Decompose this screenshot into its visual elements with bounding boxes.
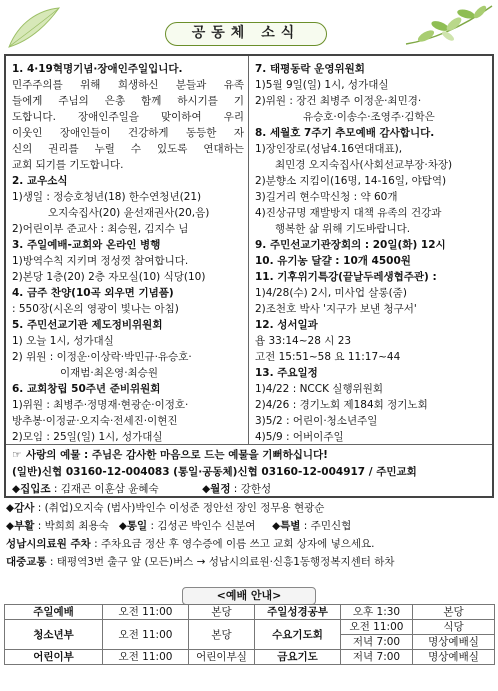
section-line: 1)4/22 : NCCK 실행위원회	[255, 383, 384, 395]
tail-section	[4, 499, 494, 571]
section-line: 2)위원 : 장건 최병주 이정운·최민경·	[255, 95, 422, 107]
section-line: 욥 33:14~28 시 23	[255, 335, 352, 347]
section-title: 2. 교우소식	[12, 175, 68, 187]
diamond-icon: ◆	[118, 520, 127, 532]
worship-table	[4, 604, 495, 665]
section-title: 6. 교회창립 50주년 준비위원회	[12, 383, 161, 395]
table-row: 주일예배 오전 11:00 본당 주일성경공부 오후 1:30 본당	[5, 605, 495, 620]
section-title: 8. 세월호 7주기 추모예배 감사합니다.	[255, 127, 435, 139]
section-title: 5. 주민선교기관 제도정비위원회	[12, 319, 163, 331]
section-line: 2)조천호 박사 '지구가 보낸 청구서'	[255, 303, 417, 315]
section-title: 9. 주민선교기관장회의 : 20일(화) 12시	[255, 239, 446, 251]
notice-box	[4, 54, 494, 498]
section-line: 1) 오늘 1시, 성가대실	[12, 335, 114, 347]
section-line: 들에게 주님의 은총 함께 하시기를 기	[12, 95, 244, 107]
section-line: 2)4/26 : 경기노회 제184회 정기노회	[255, 399, 428, 411]
section-line: 방추봉·이정균·오지숙·전세진·이현진	[12, 415, 178, 427]
section-line: 4)진상규명 재발방지 대책 유족의 건강과	[255, 207, 442, 219]
page-title: 공동체 소식	[165, 22, 327, 46]
duty-line-2: ◆감사 : (취업)오지숙 (범사)박인수 이성준 정안선 장인 정무용 현광순	[6, 502, 325, 514]
offering-area	[6, 444, 492, 496]
diamond-icon: ◆	[12, 483, 21, 495]
section-line: 1)5월 9일(일) 1시, 성가대실	[255, 79, 389, 91]
section-line: 2)본당 1층(20) 2층 자모실(10) 식당(10)	[12, 271, 206, 283]
branch-decoration-icon	[396, 0, 496, 54]
offering-headline: ☞ 사랑의 예물 : 주님은 감사한 마음으로 드는 예물을 기뻐하십니다!	[12, 447, 488, 464]
section-line: 2)모임 : 25일(일) 1시, 성가대실	[12, 431, 163, 443]
section-line: 2)어린이부 준교사 : 최승원, 김지수 님	[12, 223, 189, 235]
section-line: : 550장(시온의 영광이 빛나는 아침)	[12, 303, 179, 315]
section-line: 오지숙집사(20) 윤선재권사(20,음)	[48, 207, 210, 219]
section-title: 3. 주일예배-교회와 온라인 병행	[12, 239, 161, 251]
section-line: 민주주의를 위해 희생하신 분들과 유족	[12, 79, 244, 91]
section-line: 행복한 삶 위해 기도바랍니다.	[275, 223, 411, 235]
diamond-icon: ◆	[6, 502, 15, 514]
section-line: 최민경 오지숙집사(사회선교부장·차장)	[275, 159, 453, 171]
pointing-hand-icon: ☞	[12, 449, 22, 461]
section-line: 이웃인 장애인들이 건강하게 동등한 자	[12, 127, 244, 139]
section-title: 1. 4·19혁명기념·장애인주일입니다.	[12, 63, 183, 75]
section-title: 7. 태평동락 운영위원회	[255, 63, 365, 75]
section-line: 3)5/2 : 어린이·청소년주일	[255, 415, 378, 427]
diamond-icon: ◆	[6, 520, 15, 532]
duty-line-3: ◆부활 : 박희희 최용숙 ◆통일 : 김성곤 박인수 신분여 ◆특별 : 주민신협	[6, 520, 352, 532]
section-line: 2) 위원 : 이정운·이상락·박민규·유승호·	[12, 351, 192, 363]
transit-notice: 대중교통 : 태평역3번 출구 앞 (모든)버스 → 성남시의료원·신흥1동행정복지센터 하차	[6, 556, 395, 568]
table-row: 저녁 7:00 명상예배실	[5, 635, 495, 650]
section-line: 2)분향소 지킴이(16명, 14-16일, 야탑역)	[255, 175, 447, 187]
diamond-icon: ◆	[272, 520, 281, 532]
section-title: 10. 유기농 달걀 : 10개 4500원	[255, 255, 411, 267]
section-title: 13. 주요일정	[255, 367, 318, 379]
right-column	[249, 56, 492, 444]
section-line: 1)장인장로(성남4.16연대대표),	[255, 143, 403, 155]
section-line: 고전 15:51~58 요 11:17~44	[255, 351, 401, 363]
page-header	[0, 0, 498, 54]
diamond-icon: ◆	[202, 483, 211, 495]
parking-notice: 성남시의료원 주차 : 주차요금 정산 후 영수증에 이름 쓰고 교회 상자에 넣으세요.	[6, 538, 375, 550]
section-line: 신의 권리를 누릴 수 있도록 연대하는	[12, 143, 244, 155]
section-title: 11. 기후위기특강(끝날두레생협주관) :	[255, 271, 437, 283]
section-line: 도합니다. 장애인주일을 맞이하여 우리	[12, 111, 244, 123]
section-line: 1)방역수칙 지키며 정성껏 참여합니다.	[12, 255, 189, 267]
section-line: 교회 되기를 기도합니다.	[12, 159, 124, 171]
table-row: 청소년부 오전 11:00 본당 수요기도회 오전 11:00 식당	[5, 620, 495, 635]
left-column	[6, 56, 249, 444]
section-line: 1)4/28(수) 2시, 미사업 살롱(줌)	[255, 287, 407, 299]
section-line: 1)생일 : 정승호청년(18) 한수연청년(21)	[12, 191, 202, 203]
duty-line-1: ◆집입조 : 김재곤 이훈삼 윤혜숙 ◆월정 : 강한성	[12, 483, 272, 495]
worship-header	[0, 584, 498, 604]
leaf-decoration-icon	[4, 2, 64, 52]
section-line: 3)길거리 현수막신청 : 약 60개	[255, 191, 398, 203]
section-title: 12. 성서일과	[255, 319, 318, 331]
table-row: 어린이부 오전 11:00 어린이부실 금요기도 저녁 7:00 명상예배실	[5, 650, 495, 665]
worship-title: <예배 안내>	[182, 587, 317, 605]
section-line: 1)위원 : 최병주·정명재·현광순·이정호·	[12, 399, 189, 411]
section-title: 4. 금주 찬양(10곡 외우면 기념품)	[12, 287, 174, 299]
section-line: 이재범·최온영·최승원	[60, 367, 158, 379]
section-line: 4)5/9 : 어버이주일	[255, 431, 344, 443]
offering-accounts: (일반)신협 03160-12-004083 (통일·공동체)신협 03160-12-004917 / 주민교회	[12, 466, 417, 478]
section-line: 유승호·이송수·조영주·김학은	[303, 111, 435, 123]
